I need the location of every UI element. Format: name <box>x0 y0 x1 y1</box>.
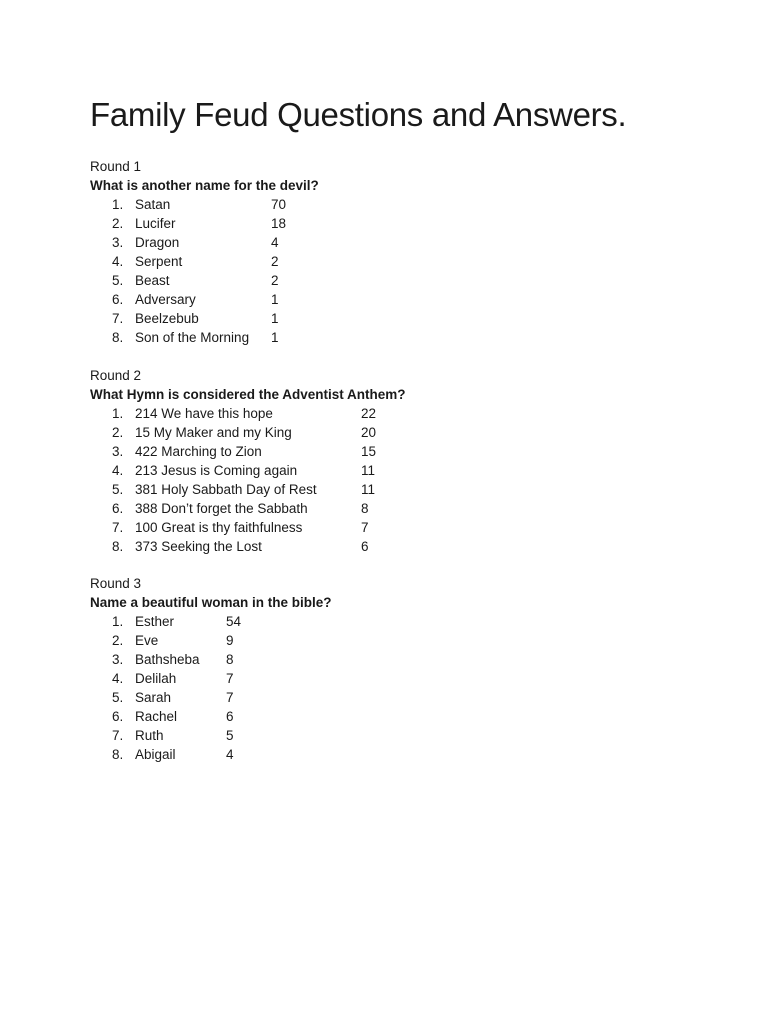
answer-text: Son of the Morning <box>135 330 250 345</box>
answer-row <box>90 650 690 669</box>
answer-count: 7 <box>226 690 234 705</box>
answer-row <box>90 214 690 233</box>
answer-text: 422 Marching to Zion <box>135 444 262 459</box>
answer-count: 7 <box>361 520 369 535</box>
answer-count: 4 <box>271 235 279 250</box>
answer-row <box>90 195 690 214</box>
round-question: Name a beautiful woman in the bible? <box>90 595 332 610</box>
answer-text: Eve <box>135 633 159 648</box>
answer-number: 8. <box>112 747 124 762</box>
answer-text: Serpent <box>135 254 183 269</box>
answer-text: Lucifer <box>135 216 176 231</box>
answer-number: 3. <box>112 235 124 250</box>
answer-row <box>90 233 690 252</box>
answer-row <box>90 726 690 745</box>
answer-number: 1. <box>112 614 124 629</box>
answer-count: 20 <box>361 425 377 440</box>
answer-text: 214 We have this hope <box>135 406 273 421</box>
answer-number: 3. <box>112 652 124 667</box>
round-question: What Hymn is considered the Adventist Anthem? <box>90 387 406 402</box>
answer-number: 4. <box>112 671 124 686</box>
answer-text: Rachel <box>135 709 178 724</box>
answer-count: 5 <box>226 728 234 743</box>
answer-count: 4 <box>226 747 234 762</box>
answer-list <box>90 612 690 764</box>
answer-number: 3. <box>112 444 124 459</box>
answer-text: 388 Don’t forget the Sabbath <box>135 501 308 516</box>
answer-row <box>90 707 690 726</box>
answer-text: 381 Holy Sabbath Day of Rest <box>135 482 317 497</box>
answer-number: 1. <box>112 197 124 212</box>
round-label: Round 1 <box>90 159 142 174</box>
answer-text: 15 My Maker and my King <box>135 425 292 440</box>
page-title: Family Feud Questions and Answers. <box>90 96 627 133</box>
answer-count: 6 <box>226 709 234 724</box>
answer-number: 5. <box>112 482 124 497</box>
answer-text: Sarah <box>135 690 172 705</box>
answer-count: 1 <box>271 311 279 326</box>
answer-number: 5. <box>112 690 124 705</box>
answer-text: Adversary <box>135 292 196 307</box>
round-label: Round 2 <box>90 368 142 383</box>
answer-text: Ruth <box>135 728 164 743</box>
answer-count: 7 <box>226 671 234 686</box>
answer-count: 6 <box>361 539 369 554</box>
answer-text: Bathsheba <box>135 652 200 667</box>
round-section <box>90 366 690 556</box>
answer-row <box>90 688 690 707</box>
answer-count: 8 <box>226 652 234 667</box>
answer-row <box>90 499 690 518</box>
answer-count: 2 <box>271 254 279 269</box>
answer-text: Beast <box>135 273 170 288</box>
answer-number: 2. <box>112 216 124 231</box>
answer-count: 54 <box>226 614 242 629</box>
answer-number: 6. <box>112 292 124 307</box>
answer-row <box>90 461 690 480</box>
answer-row <box>90 404 690 423</box>
round-question: What is another name for the devil? <box>90 178 319 193</box>
answer-list <box>90 195 690 347</box>
answer-number: 6. <box>112 709 124 724</box>
answer-row <box>90 669 690 688</box>
answer-text: Delilah <box>135 671 177 686</box>
answer-text: Beelzebub <box>135 311 199 326</box>
answer-text: 373 Seeking the Lost <box>135 539 262 554</box>
answer-number: 1. <box>112 406 124 421</box>
answer-row <box>90 612 690 631</box>
answer-count: 70 <box>271 197 287 212</box>
answer-count: 11 <box>361 463 376 478</box>
answer-text: 213 Jesus is Coming again <box>135 463 298 478</box>
answer-count: 11 <box>361 482 376 497</box>
answer-number: 8. <box>112 539 124 554</box>
answer-number: 2. <box>112 633 124 648</box>
answer-number: 6. <box>112 501 124 516</box>
answer-number: 4. <box>112 254 124 269</box>
round-section <box>90 574 690 764</box>
answer-count: 18 <box>271 216 287 231</box>
round-label: Round 3 <box>90 576 142 591</box>
answer-row <box>90 442 690 461</box>
answer-text: Dragon <box>135 235 180 250</box>
answer-row <box>90 290 690 309</box>
answer-row <box>90 480 690 499</box>
answer-list <box>90 404 690 556</box>
answer-count: 1 <box>271 292 279 307</box>
answer-text: Satan <box>135 197 171 212</box>
answer-row <box>90 631 690 650</box>
answer-text: Esther <box>135 614 175 629</box>
answer-text: 100 Great is thy faithfulness <box>135 520 303 535</box>
answer-number: 8. <box>112 330 124 345</box>
answer-number: 5. <box>112 273 124 288</box>
answer-row <box>90 745 690 764</box>
answer-number: 7. <box>112 728 124 743</box>
answer-count: 9 <box>226 633 234 648</box>
answer-row <box>90 328 690 347</box>
answer-row <box>90 309 690 328</box>
round-section <box>90 157 690 347</box>
answer-number: 7. <box>112 520 124 535</box>
answer-number: 4. <box>112 463 124 478</box>
answer-count: 22 <box>361 406 377 421</box>
answer-row <box>90 423 690 442</box>
answer-row <box>90 252 690 271</box>
answer-count: 2 <box>271 273 279 288</box>
answer-count: 15 <box>361 444 377 459</box>
answer-row <box>90 271 690 290</box>
answer-number: 2. <box>112 425 124 440</box>
answer-text: Abigail <box>135 747 176 762</box>
answer-count: 1 <box>271 330 279 345</box>
answer-count: 8 <box>361 501 369 516</box>
answer-row <box>90 537 690 556</box>
answer-row <box>90 518 690 537</box>
answer-number: 7. <box>112 311 124 326</box>
